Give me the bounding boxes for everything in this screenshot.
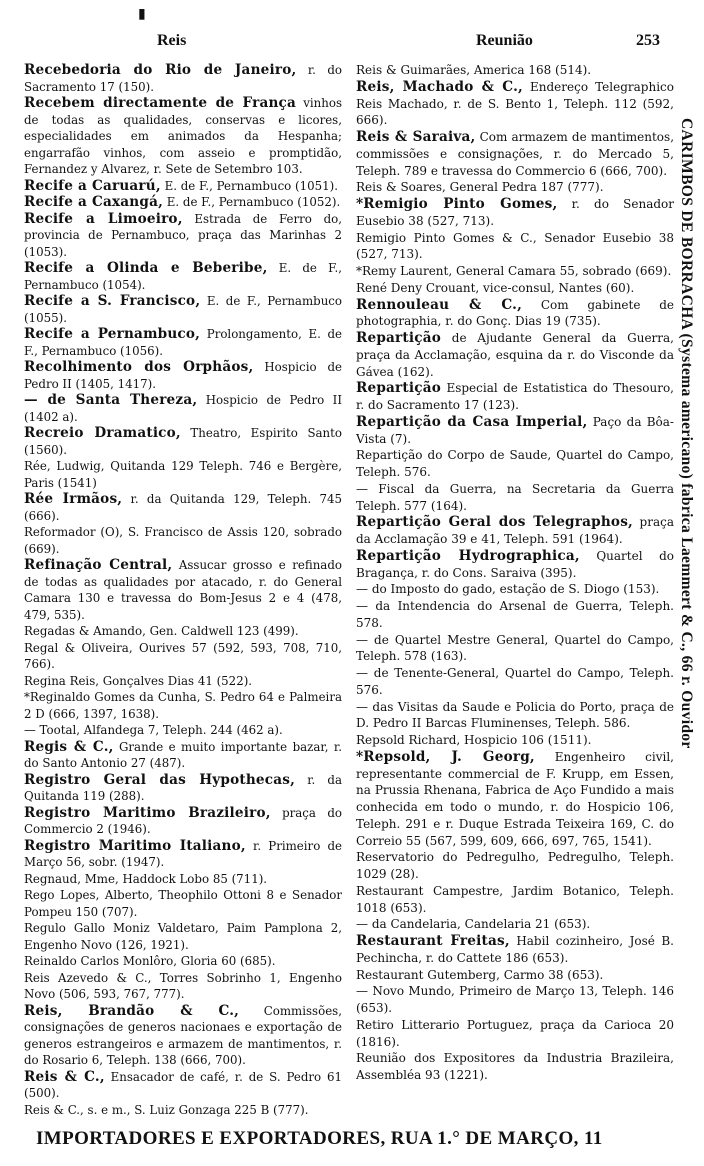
entry-text: Reformador (O), S. Francisco de Assis 120, sobrado (669).: [24, 525, 342, 556]
entry-name: Recife a Olinda e Beberibe,: [24, 260, 268, 276]
entry-name: Repartição: [356, 330, 442, 346]
entry-text: — de Tenente-General, Quartel do Campo, Teleph. 576.: [356, 666, 674, 697]
entry-text: — do Imposto do gado, estação de S. Diogo (153).: [356, 582, 660, 597]
directory-entry: [356, 581, 674, 598]
entry-name: Regis & C.,: [24, 738, 114, 755]
directory-entry: [24, 673, 342, 690]
entry-text: r. do Sacramento 17 (150).: [24, 63, 342, 94]
directory-entry: [356, 280, 674, 297]
entry-name: Repartição Hydrographica,: [356, 547, 580, 564]
directory-entry: [24, 1003, 342, 1069]
directory-entry: [356, 732, 674, 749]
directory-entry: [356, 1017, 674, 1051]
directory-entry: [24, 425, 342, 458]
entry-name: Recife a Limoeiro,: [24, 210, 183, 227]
entry-text: E. de F., Pernambuco (1052).: [166, 195, 341, 209]
entry-text: Hospicio de Pedro II (1402 a).: [24, 393, 342, 424]
directory-entry: [356, 548, 674, 582]
entry-name: Recreio Dramatico,: [24, 425, 181, 441]
entry-text: de Ajudante General da Guerra, praça da Acclamação, esquina da r. do Visconde da Gávea (162).: [356, 331, 674, 379]
entry-text: Restaurant Gutemberg, Carmo 38 (653).: [356, 967, 604, 982]
entry-name: *Repsold, J. Georg,: [356, 748, 535, 765]
page-mark: ▮: [138, 6, 146, 22]
entry-text: r. do Senador Eusebio 38 (527, 713).: [356, 197, 674, 228]
entry-name: Recebem directamente de França: [24, 95, 297, 111]
entry-name: Registro Maritimo Italiano,: [24, 837, 246, 854]
entry-text: praça do Commercio 2 (1946).: [24, 805, 342, 836]
entry-text: praça da Acclamação 39 e 41, Teleph. 591 (1964).: [356, 515, 674, 546]
entry-text: Regadas & Amando, Gen. Caldwell 123 (499).: [24, 624, 299, 638]
running-head-left: Reis: [157, 32, 187, 49]
entry-text: Engenheiro civil, representante commercial de F. Krupp, em Essen, na Prussia Rhenana, Fabrica de Aço Fundido a mais conhecida em todo o mundo, r. do Hospicio 106, Teleph. 291 e r. Duque Estrada Teixeira 169, C. do Correio 55 (567, 599, 609, 666, 697, 765, 1541).: [356, 749, 674, 848]
directory-entry: [356, 129, 674, 179]
directory-entry: [24, 260, 342, 293]
entry-text: Ensacador de café, r. de S. Pedro 61 (500).: [24, 1069, 343, 1100]
directory-entry: [24, 920, 342, 953]
entry-name: Reis & Saraiva,: [356, 129, 476, 145]
entry-name: Registro Geral das Hypothecas,: [24, 771, 296, 788]
directory-entry: [24, 722, 342, 739]
entry-text: r. da Quitanda 129, Teleph. 745 (666).: [24, 492, 343, 523]
entry-name: Rée Irmãos,: [24, 491, 123, 507]
entry-text: r. Primeiro de Março 56, sobr. (1947).: [24, 838, 342, 869]
directory-entry: [356, 196, 674, 230]
directory-entry: [24, 326, 342, 359]
right-column: [356, 62, 674, 1084]
entry-text: Hospicio de Pedro II (1405, 1417).: [24, 360, 342, 391]
entry-text: Restaurant Campestre, Jardim Botanico, Teleph. 1018 (653).: [356, 883, 674, 915]
entry-name: Recebedoria do Rio de Janeiro,: [24, 62, 297, 78]
entry-name: Reis & C.,: [24, 1068, 105, 1085]
entry-text: Reunião dos Expositores da Industria Brazileira, Assembléa 93 (1221).: [356, 1051, 674, 1082]
directory-entry: [356, 967, 674, 984]
entry-text: Commissões, consignações de generos nacionaes e exportação de generos estrangeiros e armazem de mantimentos, r. do Rosario 6, Teleph. 138 (666, 700).: [24, 1003, 342, 1067]
entry-name: Repartição Geral dos Telegraphos,: [356, 514, 633, 531]
directory-entry: [24, 805, 342, 838]
directory-entry: [24, 359, 342, 392]
entry-text: Rée, Ludwig, Quitanda 129 Teleph. 746 e Bergère, Paris (1541): [24, 459, 342, 490]
directory-entry: [24, 392, 342, 425]
directory-entry: [356, 263, 674, 280]
entry-text: Prolongamento, E. de F., Pernambuco (1056).: [24, 327, 342, 358]
directory-entry: [24, 871, 342, 888]
footer-advertisement: IMPORTADORES E EXPORTADORES, RUA 1.° DE MARÇO, 11: [36, 1128, 603, 1149]
entry-name: Restaurant Freitas,: [356, 933, 510, 949]
directory-entry: [356, 380, 674, 414]
directory-entry: [356, 297, 674, 331]
entry-name: Recife a Caxangá,: [24, 194, 164, 210]
entry-text: Paço da Bôa-Vista (7).: [356, 414, 674, 446]
directory-entry: [24, 970, 342, 1003]
entry-name: Recife a Pernambuco,: [24, 326, 201, 342]
entry-name: Registro Maritimo Brazileiro,: [24, 804, 271, 821]
entry-text: Assucar grosso e refinado de todas as qualidades por atacado, r. do General Camara 130 e travessa do Bom-Jesus 2 e 4 (478, 479, 535).: [24, 558, 342, 622]
directory-entry: [356, 330, 674, 380]
directory-entry: [24, 739, 342, 772]
directory-entry: [356, 933, 674, 967]
directory-entry: [24, 524, 342, 557]
entry-text: E. de F., Pernambuco (1051).: [164, 178, 338, 193]
entry-text: E. de F., Pernambuco (1054).: [24, 261, 342, 292]
entry-text: Com gabinete de photographia, r. do Gonç. Dias 19 (735).: [356, 297, 675, 329]
entry-text: Repartição do Corpo de Saude, Quartel do Campo, Teleph. 576.: [356, 448, 674, 479]
directory-entry: [24, 689, 342, 722]
directory-entry: [24, 211, 342, 261]
entry-name: Recolhimento dos Orphãos,: [24, 359, 254, 375]
entry-name: Reis, Machado & C.,: [356, 78, 523, 95]
directory-entry: [356, 62, 674, 79]
entry-name: Reis, Brandão & C.,: [24, 1002, 240, 1019]
directory-entry: [24, 838, 342, 871]
directory-entry: [24, 623, 342, 640]
entry-text: *Reginaldo Gomes da Cunha, S. Pedro 64 e Palmeira 2 D (666, 1397, 1638).: [24, 690, 342, 721]
entry-name: — de Santa Thereza,: [24, 392, 198, 408]
entry-text: E. de F., Pernambuco (1055).: [24, 294, 343, 325]
entry-text: Theatro, Espirito Santo (1560).: [24, 426, 342, 457]
entry-text: — das Visitas da Saude e Policia do Porto, praça de D. Pedro II Barcas Fluminenses, Teleph. 586.: [356, 699, 674, 731]
entry-text: — da Intendencia do Arsenal de Guerra, Teleph. 578.: [356, 599, 674, 630]
side-advertisement: CARIMBOS DE BORRACHA (Systema americano) fabrica Laemmert & C., 66 r. Ouvidor: [678, 118, 695, 749]
entry-text: Reis & C., s. e m., S. Luiz Gonzaga 225 B (777).: [24, 1102, 309, 1117]
page-number: 253: [636, 32, 660, 49]
directory-entry: [356, 1050, 674, 1084]
directory-entry: [356, 883, 674, 917]
directory-entry: [24, 178, 342, 195]
entry-text: *Remy Laurent, General Camara 55, sobrado (669).: [356, 264, 672, 278]
entry-text: Reis & Guimarães, America 168 (514).: [356, 63, 592, 77]
entry-text: Remigio Pinto Gomes & C., Senador Eusebio 38 (527, 713).: [356, 230, 674, 262]
entry-text: Regina Reis, Gonçalves Dias 41 (522).: [24, 673, 253, 688]
entry-text: Grande e muito importante bazar, r. do Santo Antonio 27 (487).: [24, 739, 342, 770]
entry-name: *Remigio Pinto Gomes,: [356, 196, 558, 212]
entry-text: — da Candelaria, Candelaria 21 (653).: [356, 917, 591, 932]
entry-text: Habil cozinheiro, José B. Pechincha, r. do Cattete 186 (653).: [356, 934, 674, 965]
entry-text: Com armazem de mantimentos, commissões e consignações, r. do Mercado 5, Teleph. 789 e travessa do Commercio 6 (666, 700).: [356, 130, 675, 178]
entry-text: Reis & Soares, General Pedra 187 (777).: [356, 180, 604, 195]
directory-entry: [24, 62, 342, 95]
directory-entry: [356, 447, 674, 481]
directory-entry: [356, 749, 674, 850]
entry-text: Rego Lopes, Alberto, Theophilo Ottoni 8 e Senador Pompeu 150 (707).: [24, 888, 342, 919]
directory-entry: [356, 179, 674, 196]
entry-text: Reservatorio do Pedregulho, Pedregulho, Teleph. 1029 (28).: [356, 850, 674, 881]
directory-entry: [356, 849, 674, 883]
directory-entry: [24, 772, 342, 805]
directory-entry: [24, 458, 342, 491]
directory-entry: [24, 194, 342, 211]
entry-text: Regal & Oliveira, Ourives 57 (592, 593, 708, 710, 766).: [24, 640, 342, 671]
directory-entry: [24, 293, 342, 326]
entry-text: Especial de Estatistica do Thesouro, r. do Sacramento 17 (123).: [356, 381, 674, 412]
running-head-right: Reunião: [476, 32, 533, 49]
directory-entry: [356, 916, 674, 933]
entry-name: Repartição da Casa Imperial,: [356, 413, 588, 430]
directory-entry: [356, 598, 674, 632]
directory-entry: [356, 414, 674, 448]
entry-name: Recife a Caruarú,: [24, 177, 161, 194]
entry-text: — Tootal, Alfandega 7, Teleph. 244 (462 a).: [24, 723, 283, 737]
directory-entry: [24, 557, 342, 623]
directory-entry: [24, 887, 342, 920]
directory-entry: [24, 953, 342, 970]
directory-entry: [356, 699, 674, 733]
entry-text: — Novo Mundo, Primeiro de Março 13, Teleph. 146 (653).: [356, 984, 674, 1015]
directory-entry: [24, 1102, 342, 1119]
entry-text: Reinaldo Carlos Monlôro, Gloria 60 (685).: [24, 954, 276, 968]
entry-text: Estrada de Ferro do, provincia de Pernambuco, praça das Marinhas 2 (1053).: [24, 211, 342, 259]
directory-entry: [356, 632, 674, 666]
directory-entry: [356, 983, 674, 1017]
entry-name: Rennouleau & C.,: [356, 296, 523, 313]
directory-entry: [24, 640, 342, 673]
entry-text: vinhos de todas as qualidades, conservas e licores, especialidades em animados da Hespanha; engarrafão vinhos, com asseio e promptidão, Fernandez y Alvarez, r. Sete de Setembro 103.: [24, 96, 342, 176]
left-column: [24, 62, 342, 1118]
directory-entry: [24, 491, 342, 524]
entry-text: Endereço Telegraphico Reis Machado, r. de S. Bento 1, Teleph. 112 (592, 666).: [356, 79, 674, 128]
entry-text: Regulo Gallo Moniz Valdetaro, Paim Pamplona 2, Engenho Novo (126, 1921).: [24, 921, 342, 952]
entry-text: — Fiscal da Guerra, na Secretaria da Guerra Teleph. 577 (164).: [356, 481, 674, 513]
entry-name: Recife a S. Francisco,: [24, 293, 201, 309]
directory-entry: [24, 1069, 342, 1102]
entry-text: Quartel do Bragança, r. do Cons. Saraiva (395).: [356, 548, 674, 580]
directory-entry: [356, 481, 674, 515]
entry-text: Retiro Litterario Portuguez, praça da Carioca 20 (1816).: [356, 1017, 674, 1049]
directory-entry: [356, 79, 674, 129]
entry-text: Regnaud, Mme, Haddock Lobo 85 (711).: [24, 871, 268, 886]
directory-entry: [356, 514, 674, 548]
entry-text: r. da Quitanda 119 (288).: [24, 772, 342, 803]
entry-name: Refinação Central,: [24, 557, 173, 573]
directory-entry: [356, 665, 674, 699]
directory-entry: [356, 230, 674, 264]
directory-entry: [24, 95, 342, 178]
entry-text: Reis Azevedo & C., Torres Sobrinho 1, Engenho Novo (506, 593, 767, 777).: [24, 970, 342, 1001]
entry-name: Repartição: [356, 380, 442, 397]
entry-text: Repsold Richard, Hospicio 106 (1511).: [356, 733, 592, 747]
entry-text: René Deny Crouant, vice-consul, Nantes (60).: [356, 280, 635, 295]
entry-text: — de Quartel Mestre General, Quartel do Campo, Teleph. 578 (163).: [356, 632, 674, 664]
